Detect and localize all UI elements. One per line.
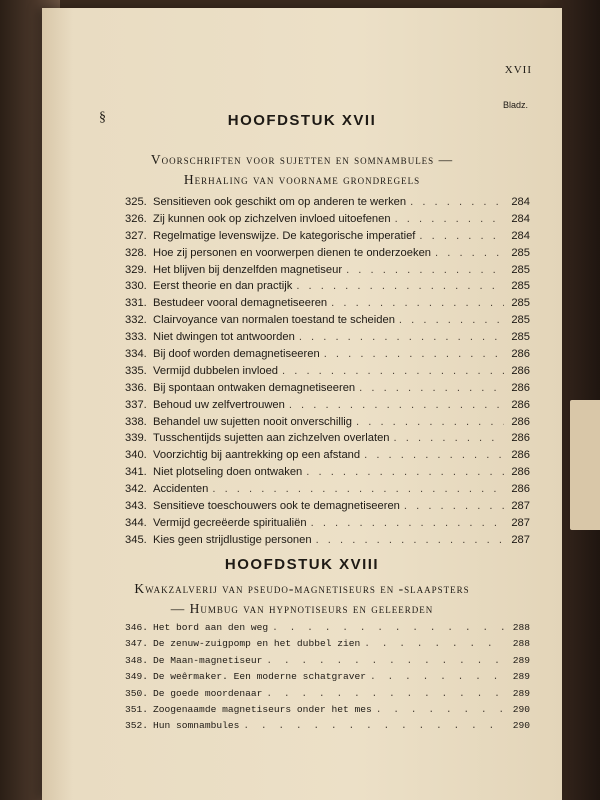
toc-entry-title: Clairvoyance van normalen toestand te scheiden	[153, 314, 395, 327]
toc-entry-number: 351.	[125, 703, 149, 715]
toc-entry-number: 350.	[125, 687, 149, 699]
toc-entry-page: 285	[511, 314, 530, 327]
toc-entry-leader	[376, 704, 504, 715]
toc-entry-title: Sensitieven ook geschikt om op anderen te werken	[153, 196, 407, 208]
toc-entry	[125, 365, 530, 382]
toc-entry-page: 287	[511, 500, 530, 513]
chapter-17-subtitle	[42, 150, 562, 190]
toc-entry-title: Hoe zij personen en voorwerpen dienen te onderzoeken	[153, 246, 432, 259]
toc-entry-title: De weêrmaker. Een moderne schatgraver	[153, 671, 367, 683]
toc-entry-leader	[435, 247, 504, 259]
toc-entry-number: 341.	[125, 466, 147, 479]
toc-entry-number: 347.	[125, 638, 149, 650]
toc-entry-title: Regelmatige levenswijze. De kategorische imperatief	[153, 229, 416, 242]
toc-entry-title: Behoud uw zelfvertrouwen	[153, 398, 285, 411]
toc-entry-number: 338.	[125, 415, 147, 428]
toc-entry-number: 337.	[125, 398, 147, 411]
toc-entry-leader	[311, 517, 504, 529]
toc-entry-page: 286	[511, 364, 530, 377]
toc-entry-page: 287	[511, 516, 530, 529]
chapter-18-subtitle-line2: — Humbug van hypnotiseurs en geleerden	[170, 601, 434, 616]
toc-entry-page: 286	[511, 483, 530, 496]
chapter-18-subtitle-line1: Kwakzalverij van pseudo-magnetiseurs en -slaapsters	[134, 581, 470, 596]
toc-entry-title: Niet dwingen tot antwoorden	[153, 331, 295, 344]
toc-entry-leader	[395, 213, 504, 225]
toc-entry	[125, 331, 530, 348]
toc-entry-page: 285	[511, 297, 530, 310]
chapter-18-subtitle	[42, 579, 562, 619]
toc-entry-page: 288	[512, 638, 530, 650]
toc-entry-title: Voorzichtig bij aantrekking op een afstand	[153, 449, 361, 462]
toc-entry-title: Hun somnambules	[153, 720, 240, 732]
toc-entry-number: 334.	[125, 348, 147, 361]
page-column-label: Bladz.	[502, 100, 528, 110]
toc-entry-title: De zenuw-zuigpomp en het dubbel zien	[153, 638, 361, 650]
toc-entry-page: 284	[511, 212, 530, 225]
toc-entry-number: 329.	[125, 263, 147, 276]
book-page	[42, 8, 562, 800]
toc-entry-leader	[289, 399, 504, 411]
toc-entry	[125, 655, 530, 671]
toc-entry-title: Zij kunnen ook op zichzelven invloed uitoefenen	[153, 212, 391, 225]
toc-entry-title: Het bord aan den weg	[153, 622, 269, 633]
toc-entry-page: 286	[511, 432, 530, 445]
chapter-18-toc	[125, 622, 530, 737]
toc-entry-title: Eerst theorie en dan practijk	[153, 280, 293, 293]
toc-entry	[125, 638, 530, 654]
toc-entry	[125, 297, 530, 314]
toc-entry-title: Tusschentijds sujetten aan zichzelven overlaten	[153, 432, 390, 445]
toc-entry-page: 286	[511, 449, 530, 462]
toc-entry	[125, 483, 530, 500]
toc-entry-page: 284	[511, 229, 530, 242]
toc-entry-title: Behandel uw sujetten nooit onverschillig	[153, 415, 353, 428]
toc-entry-page: 285	[511, 280, 530, 293]
section-mark: §	[99, 110, 106, 125]
toc-entry-leader	[404, 500, 504, 512]
toc-entry-leader	[359, 382, 504, 394]
toc-entry	[125, 230, 530, 247]
toc-entry	[125, 432, 530, 449]
toc-entry-leader	[272, 622, 504, 633]
toc-entry	[125, 704, 530, 720]
toc-entry-page: 284	[511, 196, 530, 208]
toc-entry-page: 290	[512, 703, 530, 715]
toc-entry-page: 286	[511, 381, 530, 394]
toc-entry-number: 326.	[125, 212, 147, 225]
toc-entry-title: Sensitieve toeschouwers ook te demagnetiseeren	[153, 500, 400, 513]
chapter-17-subtitle-line2: Herhaling van voorname grondregels	[183, 172, 421, 187]
toc-entry	[125, 720, 530, 736]
toc-entry-number: 344.	[125, 516, 147, 529]
toc-entry-page: 286	[511, 466, 530, 479]
toc-entry-leader	[399, 314, 504, 326]
toc-entry	[125, 416, 530, 433]
toc-entry-leader	[394, 432, 504, 444]
toc-entry-number: 325.	[125, 196, 147, 208]
toc-entry-leader	[282, 365, 504, 377]
toc-entry-leader	[331, 297, 504, 309]
toc-entry-leader	[299, 331, 504, 343]
toc-entry-leader	[356, 416, 504, 428]
toc-entry-leader	[370, 671, 504, 682]
toc-entry	[125, 280, 530, 297]
toc-entry-number: 348.	[125, 654, 149, 666]
toc-entry-page: 289	[512, 687, 530, 699]
toc-entry-number: 343.	[125, 500, 147, 513]
toc-entry-page: 285	[511, 263, 530, 276]
toc-entry-title: De goede moordenaar	[153, 687, 263, 699]
toc-entry-title: Bestudeer vooral demagnetiseeren	[153, 297, 328, 310]
toc-entry-number: 328.	[125, 246, 147, 259]
toc-entry	[125, 213, 530, 230]
toc-entry-title: Het blijven bij denzelfden magnetiseur	[153, 263, 343, 276]
toc-entry-number: 327.	[125, 229, 147, 242]
toc-entry-page: 290	[512, 720, 530, 732]
toc-entry-page: 287	[511, 533, 530, 546]
toc-entry-leader	[346, 264, 504, 276]
toc-entry	[125, 382, 530, 399]
toc-entry-number: 331.	[125, 297, 147, 310]
toc-entry-title: Niet plotseling doen ontwaken	[153, 466, 303, 479]
adjacent-book-spine	[570, 400, 600, 530]
toc-entry-title: Bij doof worden demagnetiseeren	[153, 348, 320, 361]
toc-entry	[125, 517, 530, 534]
toc-entry	[125, 348, 530, 365]
toc-entry-number: 339.	[125, 432, 147, 445]
toc-entry-leader	[410, 196, 504, 208]
toc-entry-page: 289	[512, 671, 530, 683]
toc-entry-title: Bij spontaan ontwaken demagnetiseeren	[153, 381, 356, 394]
toc-entry-leader	[364, 638, 504, 649]
toc-entry-leader	[296, 280, 504, 292]
toc-entry-number: 346.	[125, 622, 149, 633]
toc-entry-title: Vermijd gecreëerde spiritualiën	[153, 516, 307, 529]
toc-entry-number: 332.	[125, 314, 147, 327]
toc-entry	[125, 449, 530, 466]
toc-entry	[125, 500, 530, 517]
toc-entry	[125, 264, 530, 281]
toc-entry	[125, 534, 530, 551]
toc-entry	[125, 247, 530, 264]
toc-entry-number: 349.	[125, 671, 149, 683]
toc-entry-leader	[243, 720, 504, 731]
toc-entry	[125, 671, 530, 687]
toc-entry-title: De Maan-magnetiseur	[153, 654, 263, 666]
toc-entry-number: 342.	[125, 483, 147, 496]
toc-entry-number: 335.	[125, 364, 147, 377]
toc-entry-leader	[316, 534, 504, 546]
toc-entry	[125, 688, 530, 704]
toc-entry-leader	[306, 466, 504, 478]
toc-entry-number: 340.	[125, 449, 147, 462]
toc-entry-leader	[364, 449, 504, 461]
toc-entry-number: 336.	[125, 381, 147, 394]
toc-entry-leader	[212, 483, 504, 495]
page-number: XVII	[504, 64, 532, 76]
toc-entry	[125, 466, 530, 483]
toc-entry-page: 286	[511, 398, 530, 411]
toc-entry-title: Accidenten	[153, 483, 209, 496]
toc-entry	[125, 314, 530, 331]
toc-entry-page: 289	[512, 654, 530, 666]
toc-entry	[125, 399, 530, 416]
toc-entry-page: 285	[511, 246, 530, 259]
toc-entry-number: 352.	[125, 720, 149, 732]
toc-entry-leader	[266, 655, 504, 666]
toc-entry-title: Vermijd dubbelen invloed	[153, 364, 279, 377]
toc-entry-page: 286	[511, 348, 530, 361]
toc-entry-number: 333.	[125, 331, 147, 344]
chapter-17-title: HOOFDSTUK XVII	[227, 112, 377, 129]
toc-entry-number: 330.	[125, 280, 147, 293]
toc-entry-number: 345.	[125, 533, 147, 546]
toc-entry-page: 286	[511, 415, 530, 428]
chapter-17-subtitle-line1: Voorschriften voor sujetten en somnambules —	[150, 152, 454, 167]
toc-entry-leader	[266, 688, 504, 699]
toc-entry-page: 288	[512, 622, 530, 633]
toc-entry-title: Zoogenaamde magnetiseurs onder het mes	[153, 703, 372, 715]
toc-entry	[125, 622, 530, 638]
toc-entry-title: Kies geen strijdlustige personen	[153, 533, 312, 546]
toc-entry-page: 285	[511, 331, 530, 344]
chapter-17-toc	[125, 196, 530, 551]
toc-entry-leader	[419, 230, 504, 242]
toc-entry-leader	[324, 348, 504, 360]
toc-entry	[125, 196, 530, 213]
chapter-18-title: HOOFDSTUK XVIII	[224, 556, 380, 573]
